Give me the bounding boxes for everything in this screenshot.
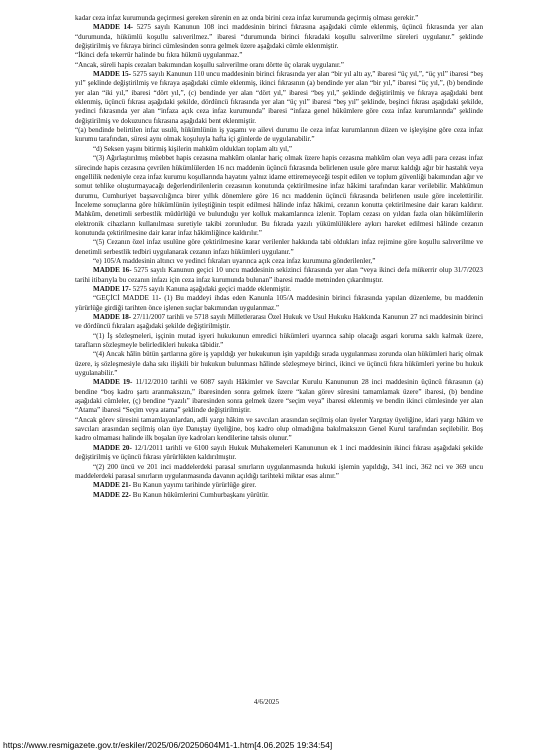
paragraph-text: “(1) İş sözleşmeleri, işçinin mutad işyeri hukukunun emredici hükümleri uyarınca sahip olacağı asgari koruma saklı kalmak üzere, tarafların sözleşmeyle belirledikleri hukuka tâbidir.”: [75, 331, 483, 350]
paragraph-text: “(3) Ağırlaştırılmış müebbet hapis cezasına mahkûm olanlar hariç olmak üzere hapis cezasına mahkûm olan veya adli para cezası infaz sürecinde hapis cezasına çevrilen hükümlülerden 16 ncı maddenin üçüncü fıkrasında belirlenen usule göre maruz kaldığı ağır bir hastalık veya engellilik nedeniyle ceza infaz kurumu koşullarında hayatını yalnız idame ettiremeyeceği tespit edilen ve toplum güvenliği bakımından ağır ve somut tehlike oluşturmayacağı değerlendirilenlerin cezasının konutunda çektirilmesine infaz hâkimi tarafından karar verilebilir. Mahkûmun durumu, Cumhuriyet başsavcılığınca birer yıllık dönemlere göre 16 ncı maddenin üçüncü fıkrasında belirlenen usule göre incelettirilir. İnceleme sonuçlarına göre hükümlünün iyileştiğinin tespit edilmesi hâlinde infaz hâkimi, cezanın konutta çektirilmesine dair kararı kaldırır. Mahkûm, denetimli serbestlik müdürlüğü ve bulunduğu yer kolluk makamlarınca izlenir. Toplam cezası on yıldan fazla olan hükümlülerin elektronik cihazların kullanılması suretiyle takibi zorunludur. Bu fıkrada yazılı yükümlülüklere aykırı hareket edilmesi hâlinde cezanın konutunda çektirilmesine dair karar infaz hâkimliğince kaldırılır.”: [75, 154, 483, 237]
article-paragraph: [75, 378, 483, 415]
article-paragraph: [75, 481, 483, 490]
article-heading: MADDE 21-: [93, 481, 132, 490]
paragraph: [75, 294, 483, 313]
paragraph-text: “(2) 200 üncü ve 201 inci maddelerdeki parasal sınırların uygulanmasında hukuki işlemin yapıldığı, 341 inci, 362 nci ve 369 uncu maddelerdeki parasal sınırların uygulanmasında davanın açıldığı tarihteki miktar esas alınır.”: [75, 462, 483, 480]
paragraph: [75, 416, 483, 444]
article-paragraph: [75, 285, 483, 294]
footer-url: https://www.resmigazete.gov.tr/eskiler/2025/06/20250604M1-1.htm[4.06.2025 19:34:54]: [3, 740, 333, 750]
paragraph: [75, 463, 483, 482]
paragraph: [75, 126, 483, 145]
paragraph-text: “e) 105/A maddesinin altıncı ve yedinci fıkraları uyarınca açık ceza infaz kurumuna gönderilenler,”: [93, 256, 376, 265]
page-number: 4/6/2025: [253, 698, 280, 706]
paragraph-text: 27/11/2007 tarihli ve 5718 sayılı Milletlerarası Özel Hukuk ve Usul Hukuku Hakkında Kanunun 27 nci maddesinin birinci ve dördüncü fıkraları aşağıdaki şekilde değiştirilmiştir.: [75, 313, 484, 331]
paragraph-text: “d) Seksen yaşını bitirmiş kişilerin mahkûm oldukları toplam altı yıl,”: [93, 144, 292, 153]
paragraph-text: 12/1/2011 tarihli ve 6100 sayılı Hukuk Muhakemeleri Kanununun ek 1 inci maddesinin ikinci fıkrası aşağıdaki şekilde değiştirilmiş ve üçüncü fıkrası yürürlükten kaldırılmıştır.: [75, 443, 483, 462]
article-paragraph: [75, 23, 483, 51]
article-heading: MADDE 18-: [93, 313, 132, 321]
article-paragraph: [75, 313, 483, 332]
paragraph-text: “(4) Ancak hâlin bütün şartlarına göre iş yapıldığı yer hukukunun işin yapıldığı sırada uygulanması zorunda olan hükümleri hariç olmak üzere, iş sözleşmesiyle daha sıkı ilişkili bir hukukun bulunması hâlinde sözleşmeye birinci, ikinci ve üçüncü fıkra hükümleri yerine bu hukuk uygulanabilir.”: [75, 350, 483, 378]
document-body: [75, 14, 483, 500]
paragraph-text: “GEÇİCİ MADDE 11- (1) Bu maddeyi ihdas eden Kanunla 105/A maddesinin birinci fıkrasında yapılan düzenleme, bu maddenin yürürlüğe girdiği tarihten önce işlenen suçlar bakımından uygulanmaz.”: [75, 294, 483, 312]
article-paragraph: [75, 444, 483, 463]
article-heading: MADDE 14-: [93, 23, 133, 32]
paragraph: [75, 257, 483, 266]
paragraph-text: Bu Kanun yayımı tarihinde yürürlüğe girer.: [131, 481, 257, 490]
article-heading: MADDE 15-: [93, 70, 132, 79]
paragraph: [75, 14, 483, 23]
article-heading: MADDE 20-: [93, 443, 132, 452]
paragraph-text: “(a) bendinde belirtilen infaz usulü, hükümlünün iş yaşamı ve ailevi durumu ile ceza infaz kurumlarının düzen ve işleyişine göre ceza infaz kurumu tarafından, süresi aynı olmak koşuluyla hafta içi günlerde de uygulanabilir.”: [75, 126, 483, 144]
paragraph-text: “Ancak görev süresini tamamlayanlardan, adli yargı hâkim ve savcıları arasından seçilmiş olan üyeler Yargıtay üyeliğine, idari yargı hâkim ve savcıları arasından seçilmiş olan üye Danıştay üyeliğine, boş kadro olup olmadığına bakılmaksızın Genel Kurul tarafından seçilebilir. Boş kadro olmaması halinde ilk boşalan üye kadroları kendilerine tahsis olunur.”: [75, 415, 483, 443]
paragraph: [75, 61, 483, 70]
article-paragraph: [75, 266, 483, 285]
paragraph-text: 5275 sayılı Kanunun geçici 10 uncu maddesinin sekizinci fıkrasında yer alan “veya ikinci defa mükerrir olup 31/7/2023 tarihi itibarıyla bu cezanın infazı için ceza infaz kurumunda bulunan” ibaresi madde metninden çıkarılmıştır.: [75, 266, 483, 284]
article-heading: MADDE 16-: [93, 266, 132, 275]
paragraph-text: 5275 sayılı Kanuna aşağıdaki geçici madde eklenmiştir.: [131, 284, 291, 293]
paragraph: [75, 154, 483, 238]
paragraph-text: “(5) Cezanın özel infaz usulüne göre çektirilmesine karar verilenler hakkında tabi oldukları infaz rejimine göre koşullu salıverilme ve denetimli serbestlik tedbiri uygulanarak cezanın infazı hükümleri uygulanır.”: [75, 238, 483, 256]
paragraph: [75, 51, 483, 60]
paragraph-text: “Ancak, süreli hapis cezaları bakımından koşullu salıverilme oranı dörtte üç olarak uygulanır.”: [75, 60, 344, 69]
paragraph: [75, 238, 483, 257]
paragraph-text: 5275 sayılı Kanunun 108 inci maddesinin birinci fıkrasına aşağıdaki cümle eklenmiş, üçüncü fıkrasında yer alan “durumunda, hükümlü koşullu salıverilmez.” ibaresi “durumunda birinci fıkradaki koşullu salıverilme süreleri uygulanır.” şeklinde değiştirilmiş ve fıkraya birinci cümlesinden sonra gelmek üzere aşağıdaki cümle eklenmiştir.: [75, 23, 483, 51]
paragraph-text: kadar ceza infaz kurumunda geçirmesi gereken sürenin en az onda birini ceza infaz kurumunda geçirmiş olması gerekir.”: [75, 14, 419, 22]
article-heading: MADDE 19-: [93, 378, 133, 387]
paragraph-text: 5275 sayılı Kanunun 110 uncu maddesinin birinci fıkrasında yer alan “bir yıl altı ay,” ibaresi “üç yıl,”, “üç yıl” ibaresi “beş yıl” şeklinde değiştirilmiş ve fıkraya aşağıdaki cümle eklenmiş, ikinci fıkrasının (a) bendinde yer alan “bir yıl,” ibaresi “üç yıl,”, (b) bendinde yer alan “iki yıl,” ibaresi “dört yıl,”, (c) bendinde yer alan “dört yıl,” ibaresi “beş yıl,” şeklinde değiştirilmiş ve fıkraya aşağıdaki bent eklenmiş, üçüncü fıkrası aşağıdaki şekilde, dördüncü fıkrasında yer alan “üç yıl” ibaresi “beş yıl” şeklinde, beşinci fıkrası aşağıdaki şekilde, yedinci fıkrasında yer alan “infaza açık ceza infaz kurumunda” ibaresi “infaza genel hükümlere göre ceza infaz kurumlarında” şeklinde değiştirilmiş ve dokuzuncu fıkrasına aşağıdaki bent eklenmiştir.: [75, 70, 483, 125]
article-paragraph: [75, 70, 483, 126]
paragraph: [75, 350, 483, 378]
paragraph: [75, 332, 483, 351]
article-paragraph: [75, 491, 483, 500]
paragraph-text: 11/12/2010 tarihli ve 6087 sayılı Hâkimler ve Savcılar Kurulu Kanununun 28 inci maddesinin üçüncü fıkrasının (a) bendine “boş kadro şartı aranmaksızın,” ibaresinden sonra gelmek üzere “kalan görev süresini tamamlamak üzere” ibaresi, (b) bendine aşağıdaki cümleler, (ç) bendine “yazılı” ibaresinden sonra gelmek üzere “seçim veya” ibaresi eklenmiş ve bendin ikinci cümlesinde yer alan “Atama” ibaresi “Seçim veya atama” şeklinde değiştirilmiştir.: [75, 378, 484, 415]
article-heading: MADDE 17-: [93, 284, 132, 293]
paragraph-text: “İkinci defa tekerrür halinde bu fıkra hükmü uygulanmaz.”: [75, 51, 243, 60]
paragraph-text: Bu Kanun hükümlerini Cumhurbaşkanı yürütür.: [131, 490, 269, 499]
paragraph: [75, 145, 483, 154]
article-heading: MADDE 22-: [93, 490, 132, 499]
